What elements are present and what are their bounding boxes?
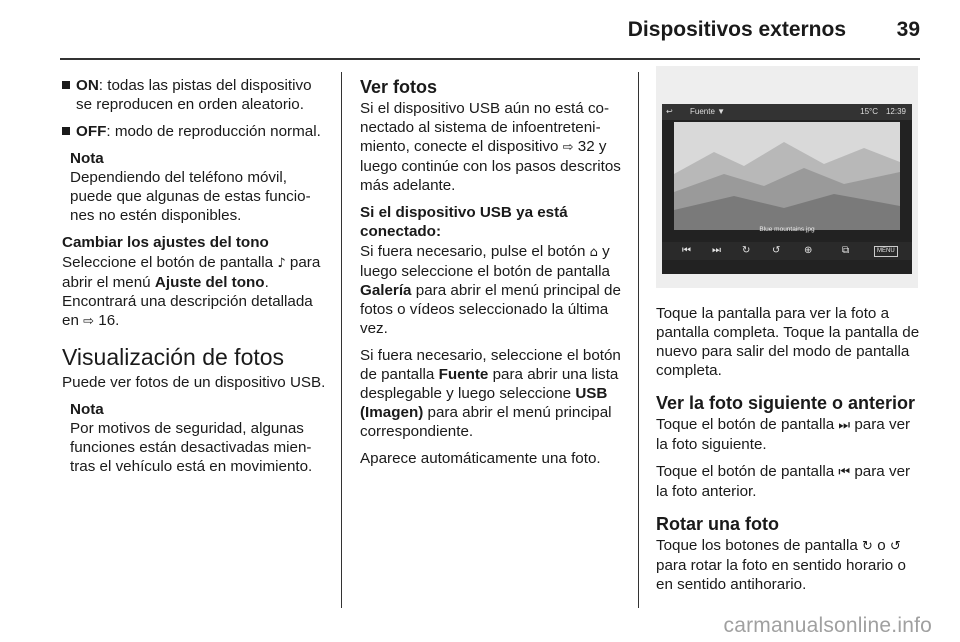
next-prev-heading: Ver la foto siguiente o anterior <box>656 393 916 413</box>
prev-paragraph: Toque el botón de pantalla ⏮ para ver la foto anterior. <box>656 463 911 500</box>
source-paragraph: Si fuera necesario, seleccione el botón de pantalla Fuente para abrir una lista desplegable y luego seleccione USB (Imagen) para abrir el menú principal correspondiente. <box>360 347 621 440</box>
temperature: 15°C <box>860 107 878 116</box>
screen-controls-bar <box>662 242 912 260</box>
rotate-paragraph: Toque los botones de pantalla ↻ o ↺ para rotar la foto en sentido horario o en sentido antihorario. <box>656 537 906 593</box>
reference-arrow-icon: ⇨ <box>562 140 574 155</box>
tone-heading: Cambiar los ajustes del tono <box>62 234 269 251</box>
slideshow-icon: ⧉ <box>842 245 850 256</box>
clock: 12:39 <box>885 107 906 116</box>
next-icon: ⏭ <box>712 245 721 256</box>
zoom-icon: ⊕ <box>804 245 813 256</box>
previous-icon: ⏮ <box>838 465 851 480</box>
rotate-heading: Rotar una foto <box>656 514 779 534</box>
bullet-marker <box>62 81 70 89</box>
rotate-clockwise-icon: ↻ <box>742 245 751 256</box>
page-number: 39 <box>896 18 920 41</box>
photo-filename: Blue mountains.jpg <box>759 226 815 233</box>
tone-paragraph: Seleccione el botón de pantalla ♪ para abrir el menú Ajuste del tono. Encontrará una descripción detallada en ⇨ 16. <box>62 254 321 329</box>
tone-icon: ♪ <box>277 256 286 271</box>
usb-connected-subheading: Si el dispositivo USB ya está conectado: <box>360 204 568 240</box>
page-title: Dispositivos externos <box>627 18 846 41</box>
screen-figure <box>656 66 918 288</box>
header-rule <box>60 58 920 60</box>
auto-photo-paragraph: Aparece automáticamente una foto. <box>360 450 601 467</box>
note-safety: Nota Por motivos de seguridad, algunas funciones están desactivadas mientras el vehículo está en movimiento. <box>70 401 313 475</box>
mountain-photo-graphic <box>674 122 900 230</box>
fullscreen-paragraph: Toque la pantalla para ver la foto a pantalla completa. Toque la pantalla de nuevo para salir del modo de pantalla completa. <box>656 305 920 379</box>
infotainment-screen <box>662 104 912 274</box>
column-3 <box>656 76 920 602</box>
mountain-photo <box>674 122 900 230</box>
photo-section-heading: Visualización de fotos <box>62 344 285 370</box>
back-icon: ↩ <box>666 107 673 116</box>
next-paragraph: Toque el botón de pantalla ⏭ para ver la foto siguiente. <box>656 416 911 453</box>
column-2 <box>360 76 624 476</box>
source-selector: Fuente ▼ <box>690 107 726 116</box>
bullet-off: OFF: modo de reproducción normal. <box>62 122 330 141</box>
view-photos-heading: Ver fotos <box>360 77 438 97</box>
bullet-on: ON: todas las pistas del dispositivo se reproducen en orden aleatorio. <box>62 76 330 114</box>
screen-status-bar <box>662 104 912 120</box>
rotate-clockwise-icon: ↻ <box>862 539 873 554</box>
column-1 <box>62 76 330 484</box>
rotate-counterclockwise-icon: ↺ <box>889 539 901 554</box>
previous-icon: ⏮ <box>682 245 691 256</box>
home-paragraph: Si fuera necesario, pulse el botón ⌂ y luego seleccione el botón de pantalla Galería para abrir el menú principal de fotos o vídeos seleccionado la última vez. <box>360 243 621 337</box>
rotate-counterclockwise-icon: ↺ <box>772 245 781 256</box>
reference-arrow-icon: ⇨ <box>83 314 95 329</box>
watermark: carmanualsonline.info <box>723 614 932 637</box>
note-phone: Nota Dependiendo del teléfono móvil, puede que algunas de estas funciones no estén disponibles. <box>70 150 311 224</box>
usb-connect-paragraph: Si el dispositivo USB aún no está conectado al sistema de infoentretenimiento, conecte el dispositivo ⇨ 32 y luego continúe con los pasos descritos más adelante. <box>360 100 621 194</box>
menu-button-label: MENU <box>874 246 898 257</box>
page-header <box>60 14 920 48</box>
next-icon: ⏭ <box>838 418 851 433</box>
photo-intro: Puede ver fotos de un dispositivo USB. <box>62 374 326 391</box>
column-divider-2 <box>638 72 639 608</box>
bullet-marker <box>62 127 70 135</box>
column-divider-1 <box>341 72 342 608</box>
home-icon: ⌂ <box>589 245 598 260</box>
